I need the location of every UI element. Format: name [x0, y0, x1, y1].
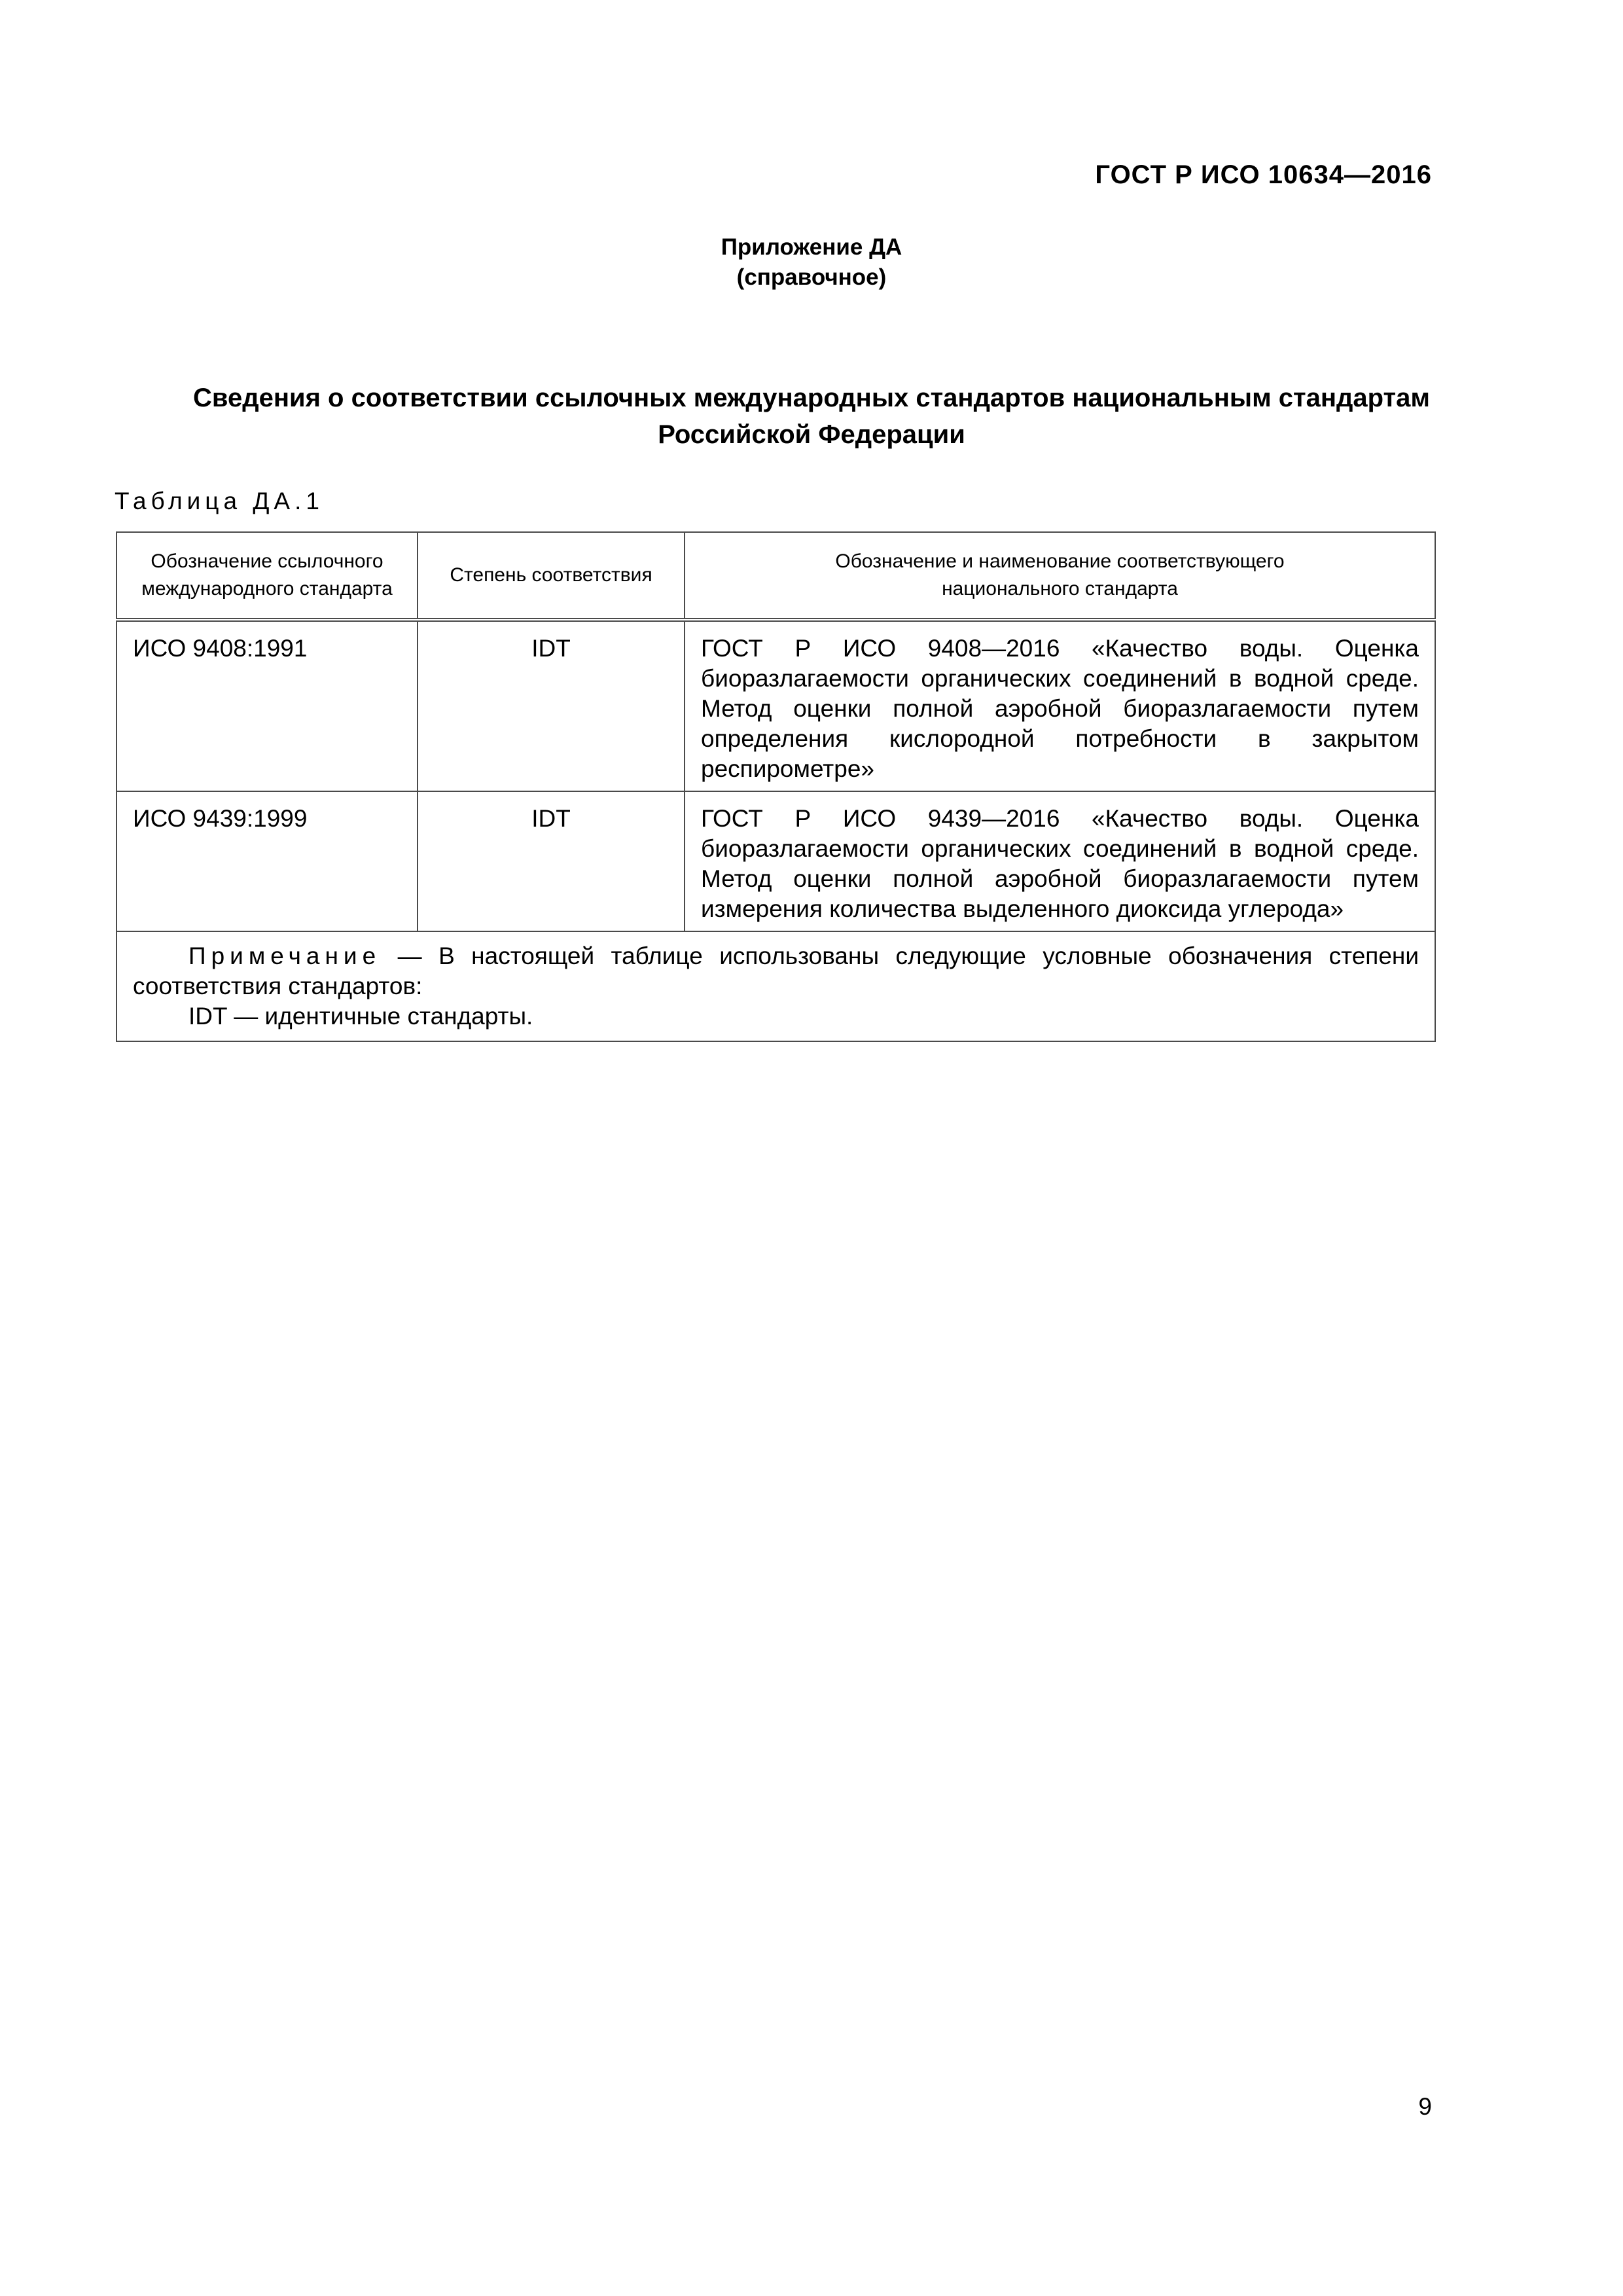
annex-status: (справочное): [736, 264, 887, 290]
column-header-degree: [418, 532, 685, 620]
table-row: [116, 620, 1435, 791]
note-legend: IDT — идентичные стандарты.: [188, 1003, 533, 1030]
note-body: — В настоящей таблице использованы следующие условные обозначения степени соответствия стандартов:: [133, 942, 1419, 999]
annex-title: Приложение ДА: [721, 234, 902, 260]
table-caption: Таблица ДА.1: [115, 488, 324, 514]
section-title: [98, 380, 1525, 453]
national-standard-cell: ГОСТ Р ИСО 9439—2016 «Качество воды. Оценка биоразлагаемости органических соединений в водной среде. Метод оценки полной аэробной биоразлагаемости путем измерения количества выделенного диоксида углерода»: [685, 791, 1435, 931]
table-note: [116, 931, 1435, 1041]
table-note-row: [116, 931, 1435, 1041]
column-header-line: Обозначение и наименование соответствующего: [835, 550, 1285, 572]
column-header-international: [116, 532, 418, 620]
column-header-line: международного стандарта: [141, 578, 393, 600]
note-text: [133, 941, 1419, 1001]
annex-heading: [0, 232, 1623, 293]
correspondence-table: [116, 531, 1436, 1042]
national-standard-cell: ГОСТ Р ИСО 9408—2016 «Качество воды. Оценка биоразлагаемости органических соединений в водной среде. Метод оценки полной аэробной биоразлагаемости путем определения кислородной потребности в закрытом респирометре»: [685, 620, 1435, 791]
section-title-line-1: Сведения о соответствии ссылочных международных стандартов национальным стандартам: [193, 384, 1430, 412]
degree-cell: IDT: [418, 620, 685, 791]
table-header-row: [116, 532, 1435, 620]
international-standard-cell: ИСО 9439:1999: [116, 791, 418, 931]
column-header-line: Степень соответствия: [450, 564, 652, 586]
table-row: [116, 791, 1435, 931]
column-header-line: Обозначение ссылочного: [151, 550, 383, 572]
international-standard-cell: ИСО 9408:1991: [116, 620, 418, 791]
column-header-national: [685, 532, 1435, 620]
note-prefix: Примечание: [188, 942, 382, 969]
column-header-line: национального стандарта: [942, 578, 1178, 600]
degree-cell: IDT: [418, 791, 685, 931]
section-title-line-2: Российской Федерации: [658, 420, 965, 449]
page-number: 9: [1418, 2093, 1432, 2120]
document-code: ГОСТ Р ИСО 10634—2016: [1095, 160, 1432, 189]
